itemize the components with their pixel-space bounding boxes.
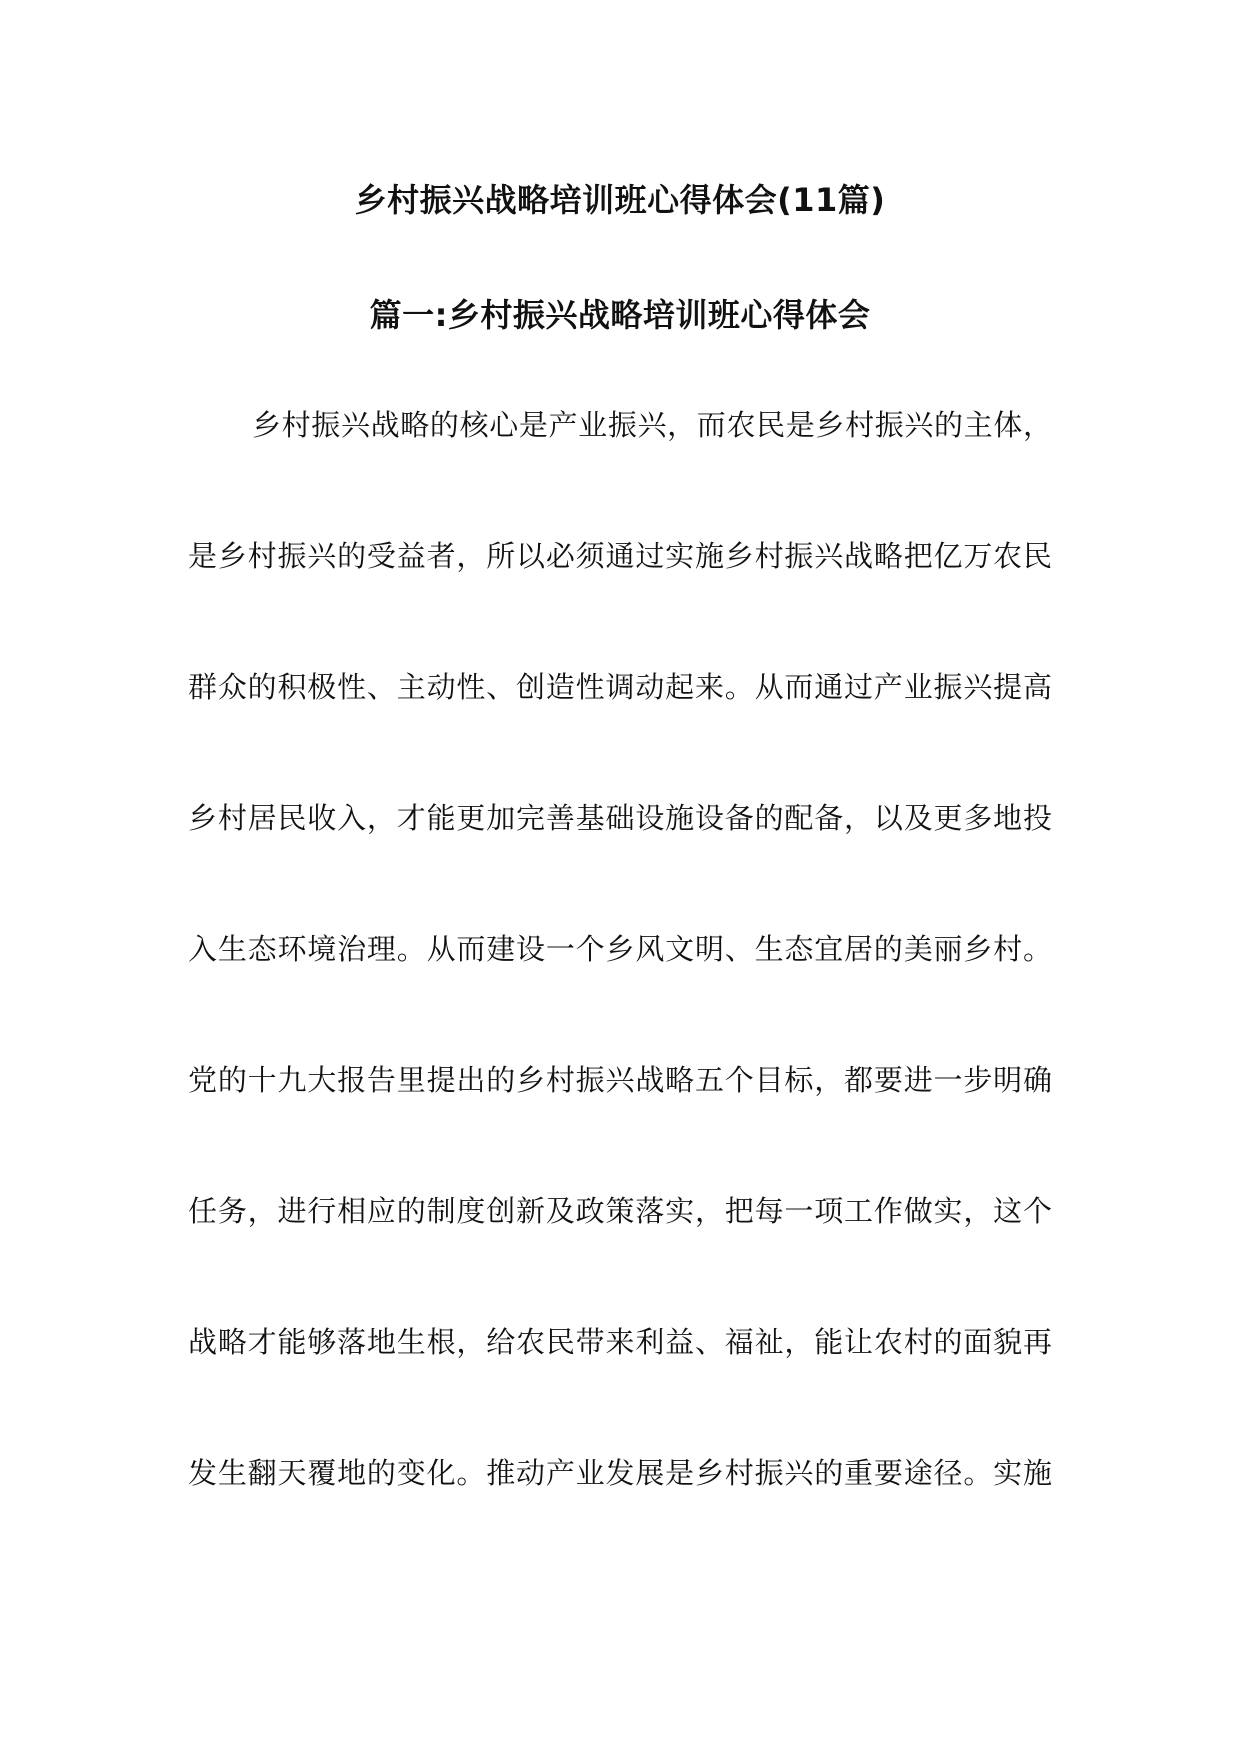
body-line: 乡村居民收入，才能更加完善基础设施设备的配备，以及更多地投 xyxy=(188,801,1052,835)
document-title: 乡村振兴战略培训班心得体会(11篇) xyxy=(354,181,886,219)
body-line: 乡村振兴战略的核心是产业振兴，而农民是乡村振兴的主体， xyxy=(252,408,1052,442)
body-line: 发生翻天覆地的变化。推动产业发展是乡村振兴的重要途径。实施 xyxy=(188,1456,1052,1490)
body-line: 战略才能够落地生根，给农民带来利益、福祉，能让农村的面貌再 xyxy=(188,1325,1052,1359)
body-text xyxy=(188,405,1052,1584)
body-line: 任务，进行相应的制度创新及政策落实，把每一项工作做实，这个 xyxy=(188,1194,1052,1228)
body-line: 是乡村振兴的受益者，所以必须通过实施乡村振兴战略把亿万农民 xyxy=(188,539,1052,573)
body-line: 群众的积极性、主动性、创造性调动起来。从而通过产业振兴提高 xyxy=(188,670,1052,704)
body-line: 党的十九大报告里提出的乡村振兴战略五个目标，都要进一步明确 xyxy=(188,1063,1052,1097)
section-title: 篇一:乡村振兴战略培训班心得体会 xyxy=(369,296,871,334)
body-line: 入生态环境治理。从而建设一个乡风文明、生态宜居的美丽乡村。 xyxy=(188,932,1052,966)
